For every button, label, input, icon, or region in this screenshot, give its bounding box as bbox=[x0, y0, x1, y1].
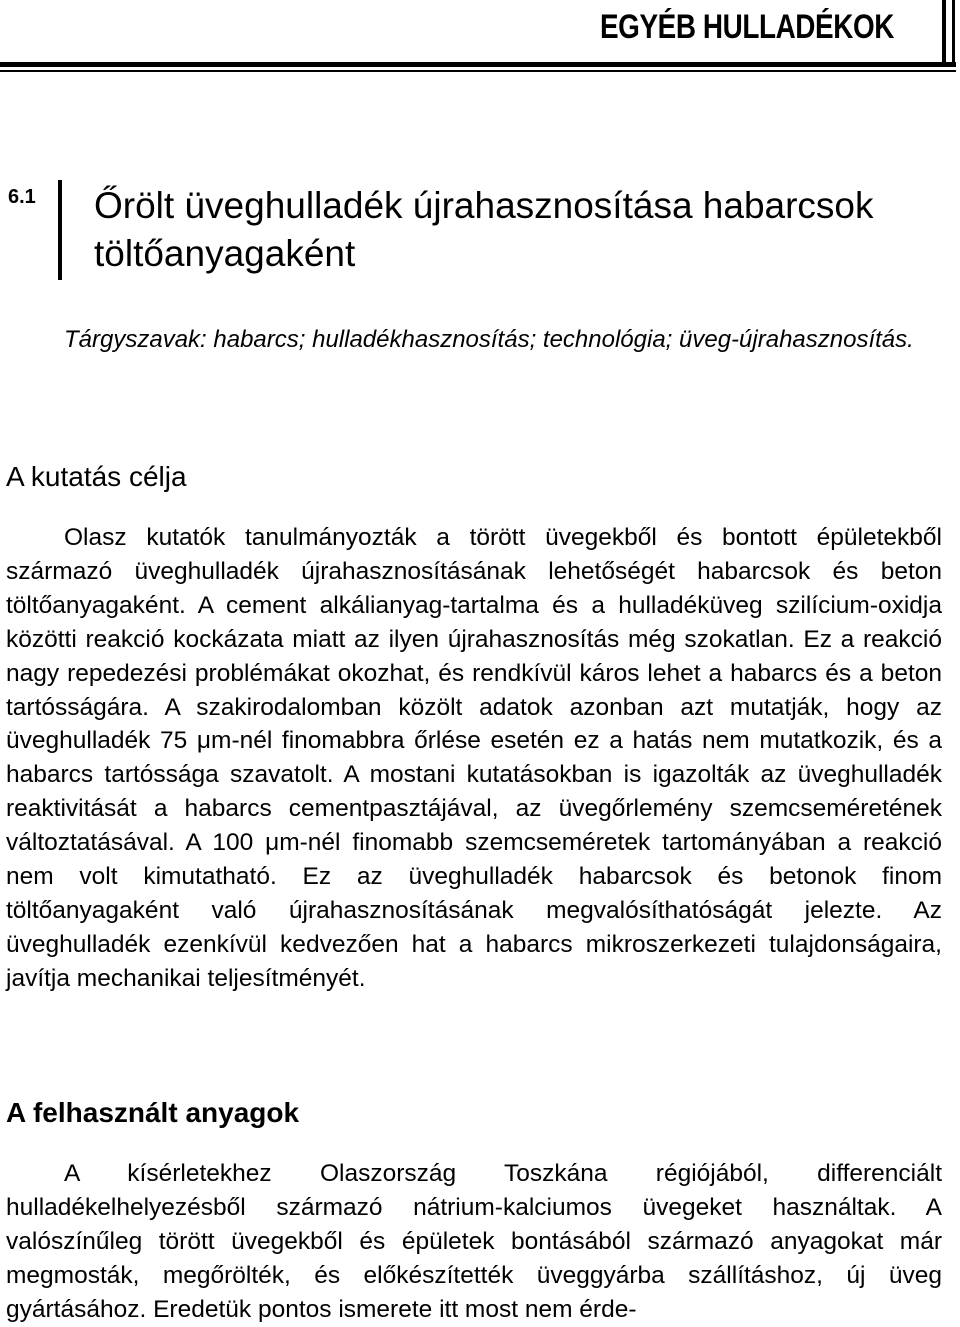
header-horizontal-rule-thin bbox=[0, 70, 956, 72]
section-number: 6.1 bbox=[8, 186, 36, 208]
section-heading-aim: A kutatás célja bbox=[6, 461, 187, 492]
running-header-title: EGYÉB HULLADÉKOK bbox=[600, 8, 894, 46]
header-horizontal-rule bbox=[0, 62, 956, 67]
section-heading-materials: A felhasznált anyagok bbox=[6, 1097, 300, 1128]
header-vertical-rule bbox=[942, 0, 946, 66]
section-paragraph-aim: Olasz kutatók tanulmányozták a törött üvegekből és bontott épületekből származó üveghulladék újrahasznosításának lehetőségét habarcsok és beton töltőanyagaként. A cement alkálianyag-tartalma és a hulladéküveg szilícium-oxidja közötti reakció kockázata miatt az ilyen újrahasznosítás még szokatlan. Ez a reakció nagy repedezési problémákat okozhat, és rendkívül káros lehet a habarcs és a beton tartósságára. A szakirodalomban közölt adatok azonban azt mutatják, hogy az üveghulladék 75 μm-nél finomabbra őrlése esetén ez a hatás nem mutatkozik, és a habarcs tartóssága szavatolt. A mostani kutatásokban is igazolták az üveghulladék reaktivitását a habarcs cementpasztájával, az üvegőrlemény szemcseméretének változtatásával. A 100 μm-nél finomabb szemcseméretek tartományában a reakció nem volt kimutatható. Ez az üveghulladék habarcsok és betonok finom töltőanyagaként való újrahasznosításának megvalósíthatóságát jelezte. Az üveghulladék ezenkívül kedvezően hat a habarcs mikroszerkezeti tulajdonságaira, javítja mechanikai teljesítményét. bbox=[6, 524, 942, 992]
keywords: Tárgyszavak: habarcs; hulladékhasznosítás; technológia; üveg-újrahasznosítás. bbox=[64, 326, 914, 353]
section-title-bar bbox=[58, 180, 62, 280]
header-vertical-rule-thin bbox=[952, 0, 955, 66]
article-title: Őrölt üveghulladék újrahasznosítása habarcsok töltőanyagaként bbox=[94, 185, 874, 274]
section-paragraph-materials: A kísérletekhez Olaszország Toszkána régiójából, differenciált hulladékelhelyezésből származó nátrium-kalciumos üvegeket használtak. A valószínűleg törött üvegekből és épületek bontásából származó anyagokat már megmosták, megőrölték, és előkészítették üveggyárba szállításhoz, új üveg gyártásához. Eredetük pontos ismerete itt most nem érde- bbox=[6, 1160, 942, 1323]
